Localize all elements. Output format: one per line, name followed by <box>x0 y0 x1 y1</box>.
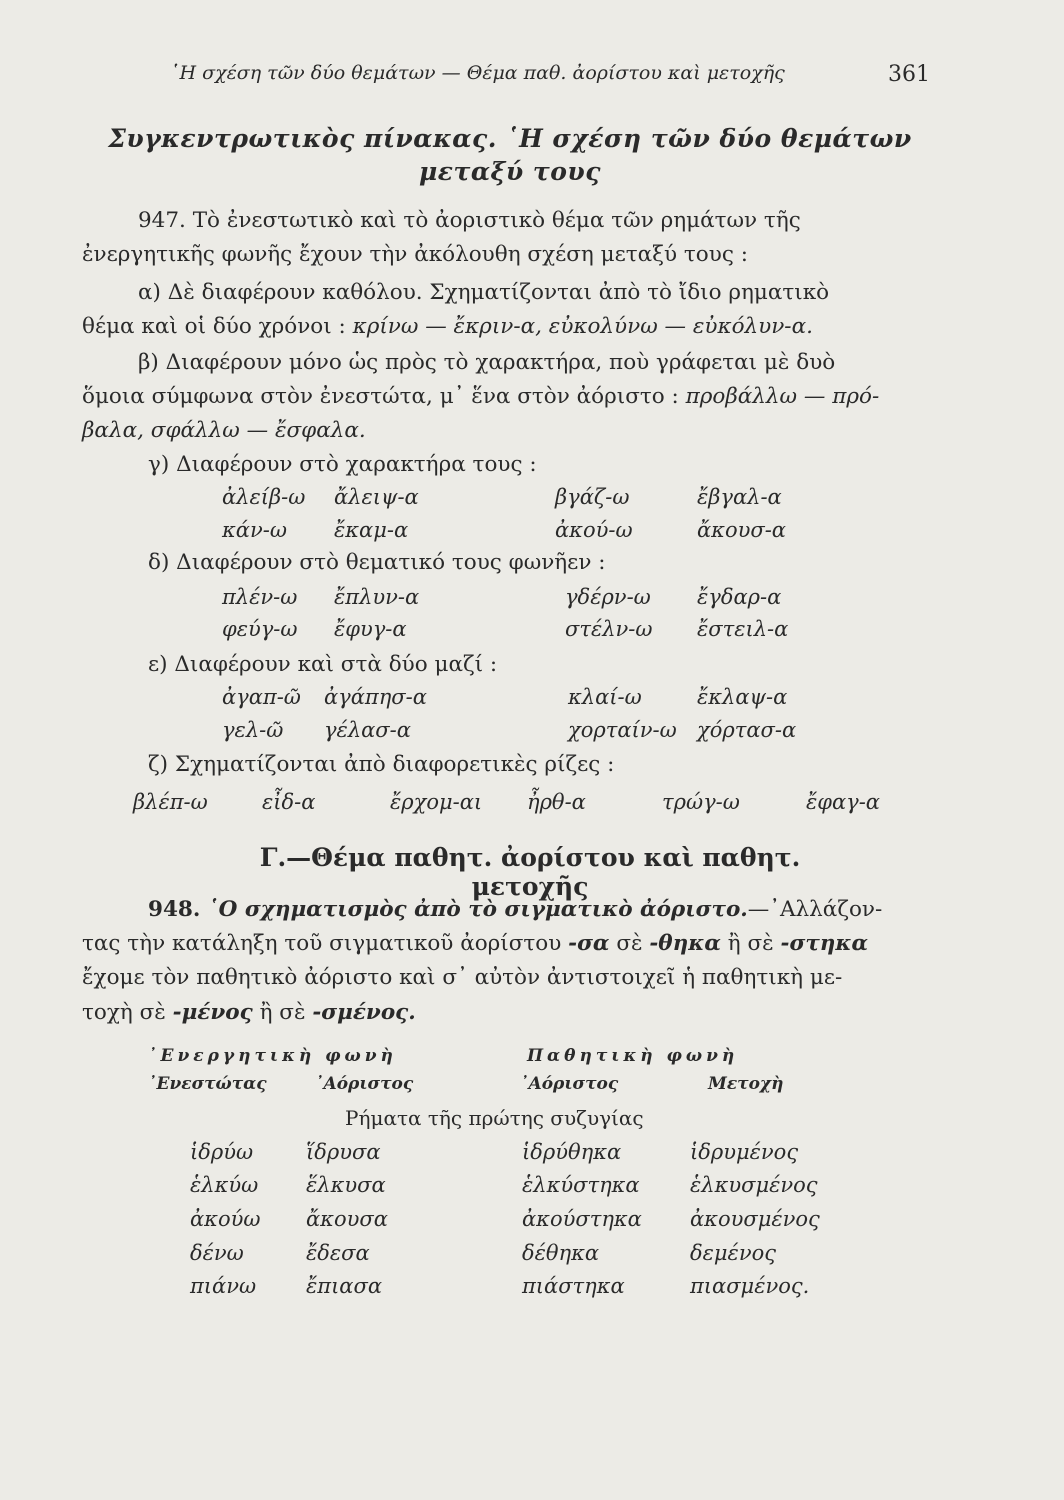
subsection-title: Γ.—Θέμα παθητ. ἀορίστου καὶ παθητ. μετοχῆς <box>259 843 801 901</box>
p948-line3: ἔχομε τὸν παθητικὸ ἀόριστο καὶ σ᾽ αὐτὸν ἀντιστοιχεῖ ἡ παθητικὴ με- <box>82 965 843 990</box>
cell: ἑλκύω <box>190 1173 259 1197</box>
cell: ἑλκυσμένος <box>690 1173 818 1197</box>
p948-title: ῾Ο σχηματισμὸς ἀπὸ τὸ σιγματικὸ ἀόριστο. <box>207 897 748 922</box>
z-c2: εἶδ-α <box>262 790 316 814</box>
suffix-smenos: -σμένος. <box>312 1000 416 1025</box>
cell: ἱδρύω <box>190 1140 254 1164</box>
p948-l4-c: ἢ σὲ <box>252 1000 313 1025</box>
z-c4: ἦρθ-α <box>527 790 586 814</box>
e-r1-c4: ἔκλαψ-α <box>697 685 788 709</box>
g-r2-c1: κάν-ω <box>222 518 287 542</box>
e-r2-c3: χορταίν-ω <box>568 718 677 742</box>
page-number: 361 <box>888 62 930 87</box>
col-aorist-active: ᾿Αόριστος <box>315 1074 414 1094</box>
d-r2-c3: στέλν-ω <box>565 617 653 641</box>
d-r1-c4: ἔγδαρ-α <box>697 585 782 609</box>
g-r2-c2: ἔκαμ-α <box>334 518 409 542</box>
e-r2-c4: χόρτασ-α <box>697 718 797 742</box>
p948-l4-a: τοχὴ σὲ <box>82 1000 173 1025</box>
p948-number: 948. <box>148 897 208 922</box>
p948-line4 <box>82 1000 416 1025</box>
g-r2-c3: ἀκού-ω <box>555 518 633 542</box>
cell: δεμένος <box>690 1241 776 1265</box>
cell: ἀκουσμένος <box>690 1207 820 1231</box>
g-r2-c4: ἄκουσ-α <box>697 518 786 542</box>
cell: πιάνω <box>190 1274 257 1298</box>
p947-b-text: ὅμοια σύμφωνα στὸν ἐνεστώτα, μ᾽ ἕνα στὸν ἀόριστο : <box>82 384 686 409</box>
running-header <box>170 62 930 92</box>
p947-d-label: δ) Διαφέρουν στὸ θεματικό τους φωνῆεν : <box>148 550 606 575</box>
p947-line2: ἐνεργητικῆς φωνῆς ἔχουν τὴν ἀκόλουθη σχέση μεταξύ τους : <box>82 242 748 267</box>
p948-line2 <box>82 931 868 956</box>
p948-l2-e: ἢ σὲ <box>720 931 781 956</box>
section-title-line2: μεταξύ τους <box>419 157 601 186</box>
e-r2-c1: γελ-ῶ <box>222 718 284 742</box>
p947-z-label: ζ) Σχηματίζονται ἀπὸ διαφορετικὲς ρίζες : <box>148 752 615 777</box>
p947-a-line2 <box>82 314 813 339</box>
z-c3: ἔρχομ-αι <box>390 790 483 814</box>
cell: ἄκουσα <box>306 1207 388 1231</box>
cell: ἕλκυσα <box>306 1173 386 1197</box>
cell: ἱδρυμένος <box>690 1140 799 1164</box>
passive-voice-heading: Παθητικὴ φωνὴ <box>527 1046 739 1066</box>
suffix-menos: -μένος <box>172 1000 253 1025</box>
p947-a-text: θέμα καὶ οἱ δύο χρόνοι : <box>82 314 353 339</box>
cell: ἔπιασα <box>306 1274 383 1298</box>
cell: πιασμένος. <box>690 1274 810 1298</box>
p947-b-line1: β) Διαφέρουν μόνο ὡς πρὸς τὸ χαρακτήρα, ποὺ γράφεται μὲ δυὸ <box>138 350 836 375</box>
d-r2-c4: ἔστειλ-α <box>697 617 789 641</box>
active-voice-heading: ᾿Ενεργητικὴ φωνὴ <box>148 1046 397 1066</box>
p947-g-label: γ) Διαφέρουν στὸ χαρακτήρα τους : <box>148 452 537 477</box>
e-r2-c2: γέλασ-α <box>324 718 411 742</box>
cell: πιάστηκα <box>522 1274 625 1298</box>
p948-l2-a: τας τὴν κατάληξη τοῦ σιγματικοῦ ἀορίστου <box>82 931 569 956</box>
d-r1-c2: ἔπλυν-α <box>334 585 420 609</box>
p947-b-line2 <box>82 384 879 409</box>
running-title: ῾Η σχέση τῶν δύο θεμάτων — Θέμα παθ. ἀορίστου καὶ μετοχῆς <box>170 62 785 84</box>
p947-b-line3: βαλα, σφάλλω — ἔσφαλα. <box>82 418 366 443</box>
cell: ἑλκύστηκα <box>522 1173 640 1197</box>
col-aorist-passive: ᾿Αόριστος <box>520 1074 619 1094</box>
p948-line1 <box>148 897 882 922</box>
cell: δέθηκα <box>522 1241 600 1265</box>
p947-e-label: ε) Διαφέρουν καὶ στὰ δύο μαζί : <box>148 652 498 677</box>
d-r1-c3: γδέρν-ω <box>565 585 651 609</box>
d-r2-c2: ἔφυγ-α <box>334 617 407 641</box>
group-title: Ρήματα τῆς πρώτης συζυγίας <box>345 1106 644 1130</box>
e-r1-c2: ἀγάπησ-α <box>324 685 427 709</box>
cell: ἔδεσα <box>306 1241 370 1265</box>
g-r1-c4: ἔβγαλ-α <box>697 485 782 509</box>
p947-a-examples: κρίνω — ἔκριν-α, εὐκολύνω — εὐκόλυν-α. <box>352 314 813 339</box>
d-r2-c1: φεύγ-ω <box>222 617 298 641</box>
cell: ἵδρυσα <box>306 1140 381 1164</box>
section-title-line1: Συγκεντρωτικὸς πίνακας. ῾Η σχέση τῶν δύο θεμάτων <box>108 124 912 153</box>
z-c6: ἔφαγ-α <box>806 790 880 814</box>
g-r1-c1: ἀλείβ-ω <box>222 485 306 509</box>
cell: ἀκούω <box>190 1207 261 1231</box>
d-r1-c1: πλέν-ω <box>222 585 298 609</box>
g-r1-c2: ἄλειψ-α <box>334 485 419 509</box>
e-r1-c1: ἀγαπ-ῶ <box>222 685 301 709</box>
col-present: ᾿Ενεστώτας <box>148 1074 267 1094</box>
p948-l2-c: σὲ <box>609 931 650 956</box>
cell: δένω <box>190 1241 244 1265</box>
suffix-sa: -σα <box>568 931 610 956</box>
p947-b-example: προβάλλω — πρό- <box>685 384 880 409</box>
suffix-thika: -θηκα <box>649 931 721 956</box>
z-c1: βλέπ-ω <box>133 790 208 814</box>
suffix-stika: -στηκα <box>780 931 869 956</box>
g-r1-c3: βγάζ-ω <box>555 485 630 509</box>
col-participle: Μετοχὴ <box>708 1074 784 1094</box>
e-r1-c3: κλαί-ω <box>568 685 642 709</box>
p947-line1: 947. Τὸ ἐνεστωτικὸ καὶ τὸ ἀοριστικὸ θέμα τῶν ρημάτων τῆς <box>138 208 801 233</box>
p947-a-line1: α) Δὲ διαφέρουν καθόλου. Σχηματίζονται ἀπὸ τὸ ἴδιο ρηματικὸ <box>138 280 830 305</box>
z-c5: τρώγ-ω <box>662 790 740 814</box>
cell: ἀκούστηκα <box>522 1207 642 1231</box>
cell: ἱδρύθηκα <box>522 1140 622 1164</box>
p948-line1-rest: —᾿Αλλάζον- <box>747 897 883 922</box>
